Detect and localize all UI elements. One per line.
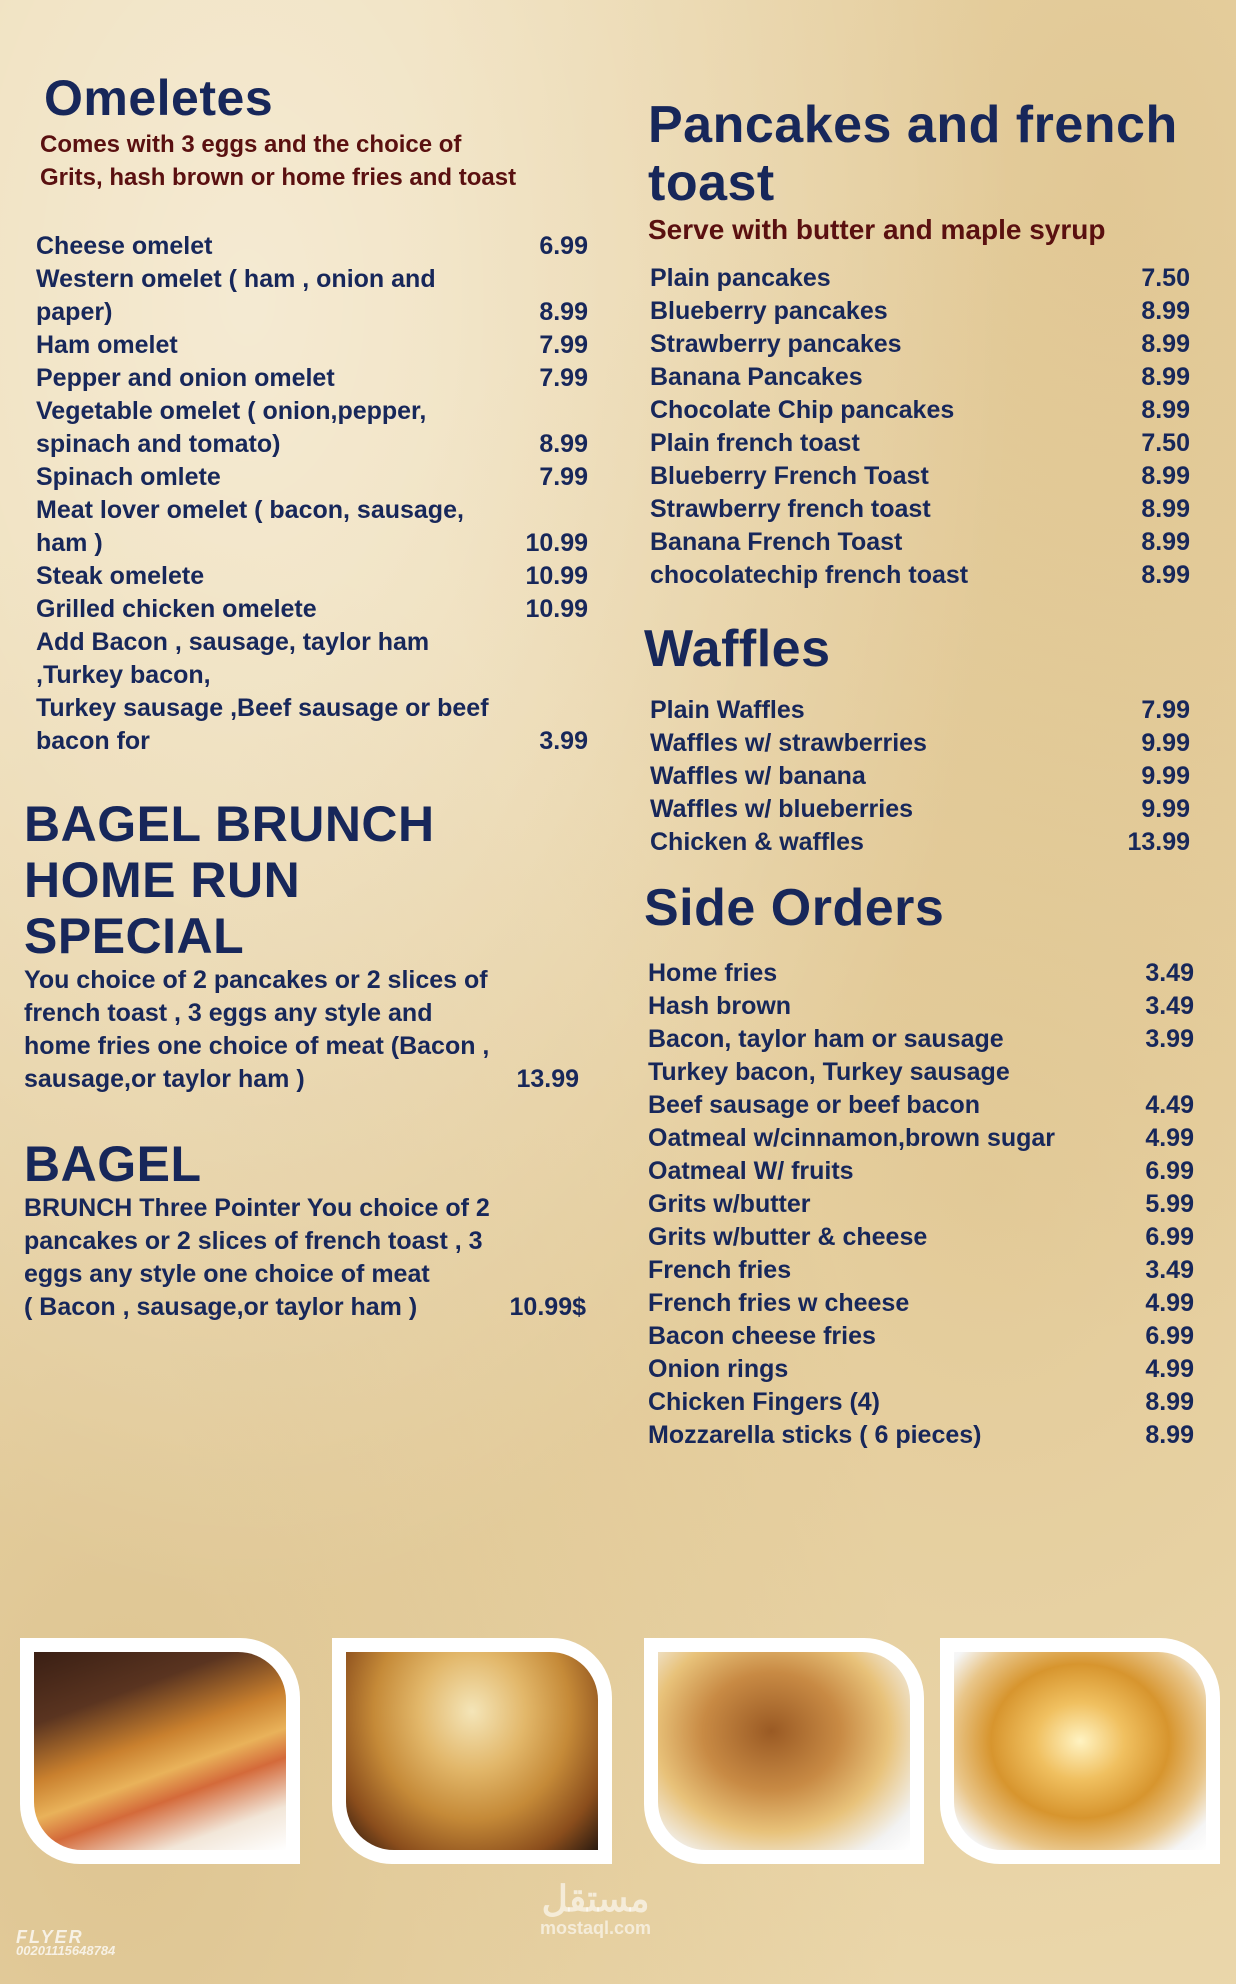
menu-item-price: 3.49 <box>1145 992 1194 1020</box>
menu-item-name <box>36 395 539 461</box>
banana-pancakes-photo <box>332 1638 612 1864</box>
bagel-title: BAGEL <box>24 1136 202 1192</box>
pancakes-subtitle: Serve with butter and maple syrup <box>648 214 1106 245</box>
menu-item-name-line: bacon for <box>36 727 150 755</box>
menu-item-name-line: French fries w cheese <box>648 1289 910 1317</box>
menu-item-name <box>648 1188 1145 1221</box>
menu-item-price: 8.99 <box>539 430 588 458</box>
menu-item-name <box>36 494 525 560</box>
menu-item-name-line: Pepper and onion omelet <box>36 364 335 392</box>
menu-item-name <box>650 295 1141 328</box>
menu-item <box>650 826 1190 859</box>
menu-item-name-line: Vegetable omelet ( onion,pepper, <box>36 397 427 425</box>
menu-item-price: 3.49 <box>1145 959 1194 987</box>
chicken-waffle-photo <box>644 1638 924 1864</box>
menu-item <box>650 559 1190 592</box>
menu-item <box>648 1419 1194 1452</box>
menu-item <box>648 1287 1194 1320</box>
menu-item-name-line: Cheese omelet <box>36 232 213 260</box>
menu-item-name <box>650 493 1141 526</box>
pancakes-title-line: toast <box>648 154 775 212</box>
menu-item <box>36 362 588 395</box>
menu-item <box>36 593 588 626</box>
menu-item-price: 8.99 <box>1141 528 1190 556</box>
menu-item-name-line: Chocolate Chip pancakes <box>650 396 955 424</box>
bagel-brunch-title-line: HOME RUN <box>24 852 301 908</box>
menu-item-price: 13.99 <box>1127 828 1190 856</box>
menu-item <box>650 793 1190 826</box>
menu-item-price: 8.99 <box>1145 1388 1194 1416</box>
description-line: home fries one choice of meat (Bacon , <box>24 1032 490 1060</box>
menu-item-name-line: Oatmeal W/ fruits <box>648 1157 854 1185</box>
menu-item-price: 4.99 <box>1145 1289 1194 1317</box>
menu-item-price: 9.99 <box>1141 729 1190 757</box>
menu-item <box>36 329 588 362</box>
bagel-brunch-price: 13.99 <box>516 1065 579 1093</box>
menu-item <box>36 263 588 329</box>
menu-item <box>36 560 588 593</box>
menu-item-name-line: Waffles w/ banana <box>650 762 866 790</box>
menu-item-name-line: Blueberry pancakes <box>650 297 888 325</box>
menu-item-name-line: Blueberry French Toast <box>650 462 929 490</box>
menu-item-name-line: Bacon cheese fries <box>648 1322 876 1350</box>
menu-item-name-line: Turkey sausage ,Beef sausage or beef <box>36 694 489 722</box>
menu-item <box>650 760 1190 793</box>
menu-item <box>650 361 1190 394</box>
menu-item-name <box>650 394 1141 427</box>
menu-item-name-line: Grits w/butter & cheese <box>648 1223 928 1251</box>
menu-item <box>648 957 1194 990</box>
menu-item-price: 3.99 <box>539 727 588 755</box>
menu-item <box>650 328 1190 361</box>
watermark <box>540 1880 651 1939</box>
menu-item <box>36 395 588 461</box>
sides-title: Side Orders <box>644 879 945 937</box>
menu-item-price: 4.99 <box>1145 1124 1194 1152</box>
menu-item-name-line: Turkey bacon, Turkey sausage <box>648 1058 1010 1086</box>
menu-item-name-line: Plain pancakes <box>650 264 831 292</box>
pancake-list <box>650 262 1190 592</box>
omelets-subtitle <box>40 128 584 194</box>
menu-item-price: 4.49 <box>1145 1091 1194 1119</box>
menu-item <box>648 1155 1194 1188</box>
bagel-section <box>24 1136 584 1324</box>
menu-item-price: 8.99 <box>1141 495 1190 523</box>
menu-item <box>648 1353 1194 1386</box>
menu-item-price: 3.99 <box>1145 1025 1194 1053</box>
side-list <box>648 957 1194 1452</box>
menu-item <box>650 526 1190 559</box>
menu-item-price: 8.99 <box>1141 330 1190 358</box>
menu-item <box>648 1056 1194 1122</box>
description-line: sausage,or taylor ham ) <box>24 1065 305 1093</box>
menu-item <box>648 1254 1194 1287</box>
menu-item-name-line: ham ) <box>36 529 103 557</box>
menu-item <box>648 1122 1194 1155</box>
menu-item-name <box>648 1221 1145 1254</box>
bagel-brunch-section <box>24 796 584 1096</box>
menu-item-name <box>36 230 539 263</box>
menu-item-price: 9.99 <box>1141 795 1190 823</box>
menu-item-price: 6.99 <box>1145 1322 1194 1350</box>
menu-item-name-line: Bacon, taylor ham or sausage <box>648 1025 1004 1053</box>
menu-item-name <box>36 560 525 593</box>
description-line: You choice of 2 pancakes or 2 slices of <box>24 966 488 994</box>
menu-item-price: 6.99 <box>539 232 588 260</box>
bagel-brunch-title-line: BAGEL BRUNCH <box>24 796 435 852</box>
menu-item <box>650 493 1190 526</box>
bagel-brunch-item <box>24 964 579 1096</box>
menu-item-price: 8.99 <box>1141 561 1190 589</box>
menu-item <box>650 295 1190 328</box>
menu-item-name-line: Plain Waffles <box>650 696 805 724</box>
menu-item-name-line: paper) <box>36 298 113 326</box>
menu-item-name <box>36 362 539 395</box>
menu-item-name-line: Grits w/butter <box>648 1190 811 1218</box>
menu-item-name <box>648 990 1145 1023</box>
menu-item-name <box>650 427 1141 460</box>
menu-item-name-line: Plain french toast <box>650 429 860 457</box>
menu-item-price: 7.99 <box>539 331 588 359</box>
menu-item-name <box>36 626 539 758</box>
menu-item-name <box>650 460 1141 493</box>
menu-item-name-line: spinach and tomato) <box>36 430 281 458</box>
menu-item-name-line: Ham omelet <box>36 331 178 359</box>
flyer-credit <box>16 1927 116 1958</box>
bagel-brunch-title-line: SPECIAL <box>24 908 245 964</box>
menu-item-name <box>650 727 1141 760</box>
menu-item-name <box>648 1122 1145 1155</box>
menu-item <box>650 694 1190 727</box>
left-column <box>24 70 588 1324</box>
watermark-arabic: مستقل <box>541 1878 650 1919</box>
bagel-brunch-description <box>24 964 516 1096</box>
menu-item-name <box>650 559 1141 592</box>
menu-item-price: 10.99 <box>525 529 588 557</box>
menu-item-name <box>650 694 1141 727</box>
menu-item-name <box>648 1287 1145 1320</box>
menu-item-name-line: Strawberry french toast <box>650 495 931 523</box>
description-line: BRUNCH Three Pointer You choice of 2 <box>24 1194 490 1222</box>
menu-item-name <box>648 1254 1145 1287</box>
menu-item-price: 3.49 <box>1145 1256 1194 1284</box>
bagel-description <box>24 1192 510 1324</box>
menu-item-price: 5.99 <box>1145 1190 1194 1218</box>
menu-item-price: 8.99 <box>1141 363 1190 391</box>
menu-item-name-line: ,Turkey bacon, <box>36 661 211 689</box>
menu-item-name <box>36 329 539 362</box>
menu-item-price: 7.50 <box>1141 429 1190 457</box>
menu-item-price: 7.50 <box>1141 264 1190 292</box>
menu-item-price: 8.99 <box>1145 1421 1194 1449</box>
waffles-syrup-photo <box>940 1638 1220 1864</box>
menu-item-name-line: Strawberry pancakes <box>650 330 902 358</box>
menu-item-name <box>650 361 1141 394</box>
menu-item-name-line: Onion rings <box>648 1355 789 1383</box>
omelets-subtitle-line: Comes with 3 eggs and the choice of <box>40 131 462 158</box>
menu-item-name-line: Chicken & waffles <box>650 828 864 856</box>
description-line: eggs any style one choice of meat <box>24 1260 430 1288</box>
menu-item-price: 10.99 <box>525 562 588 590</box>
menu-item-name-line: Home fries <box>648 959 778 987</box>
menu-item-name <box>650 328 1141 361</box>
french-toast-photo <box>20 1638 300 1864</box>
food-photos <box>20 1638 1220 1864</box>
menu-item <box>36 494 588 560</box>
pancakes-title <box>648 96 1192 212</box>
menu-item-name-line: Meat lover omelet ( bacon, sausage, <box>36 496 464 524</box>
description-line: french toast , 3 eggs any style and <box>24 999 433 1027</box>
menu-item <box>650 262 1190 295</box>
menu-item <box>650 460 1190 493</box>
menu-item <box>36 626 588 758</box>
menu-item-name <box>648 1419 1145 1452</box>
menu-item <box>648 1221 1194 1254</box>
menu-item-name <box>648 1353 1145 1386</box>
menu-item-name-line: Steak omelete <box>36 562 205 590</box>
menu-item-name <box>650 793 1141 826</box>
menu-item-price: 4.99 <box>1145 1355 1194 1383</box>
menu-item-price: 7.99 <box>1141 696 1190 724</box>
menu-item-price: 7.99 <box>539 463 588 491</box>
menu-item-name <box>648 1023 1145 1056</box>
menu-item <box>648 1386 1194 1419</box>
menu-item-name <box>648 1386 1145 1419</box>
omelet-list <box>36 230 588 758</box>
menu-item-name-line: Waffles w/ strawberries <box>650 729 927 757</box>
menu-item-price: 8.99 <box>1141 462 1190 490</box>
menu-item-price: 9.99 <box>1141 762 1190 790</box>
menu-item-name <box>650 826 1127 859</box>
menu-item-name-line: Chicken Fingers (4) <box>648 1388 880 1416</box>
menu-item-name <box>648 1320 1145 1353</box>
menu-item-name <box>36 263 539 329</box>
waffle-list <box>650 694 1190 859</box>
menu-item-name-line: Waffles w/ blueberries <box>650 795 914 823</box>
flyer-brand: FLYER <box>16 1927 84 1947</box>
watermark-latin: mostaql.com <box>540 1918 652 1938</box>
menu-item-name-line: Add Bacon , sausage, taylor ham <box>36 628 430 656</box>
menu-item-price: 8.99 <box>1141 297 1190 325</box>
menu-item <box>648 1320 1194 1353</box>
menu-item-price: 6.99 <box>1145 1157 1194 1185</box>
menu-item <box>650 394 1190 427</box>
menu-item <box>650 427 1190 460</box>
menu-item-name <box>648 957 1145 990</box>
menu-item-name-line: Beef sausage or beef bacon <box>648 1091 981 1119</box>
menu-item-name-line: Spinach omlete <box>36 463 221 491</box>
menu-item-name <box>650 526 1141 559</box>
menu-item-name-line: Banana Pancakes <box>650 363 863 391</box>
pancakes-title-line: Pancakes and french <box>648 96 1178 154</box>
waffles-title: Waffles <box>644 620 831 678</box>
menu-item-price: 10.99 <box>525 595 588 623</box>
bagel-price: 10.99$ <box>509 1293 586 1321</box>
menu-item <box>36 230 588 263</box>
menu-item-name <box>650 262 1141 295</box>
menu-item <box>648 1188 1194 1221</box>
menu-item <box>648 1023 1194 1056</box>
menu-item-name <box>648 1155 1145 1188</box>
menu-item-name-line: Banana French Toast <box>650 528 903 556</box>
menu-item-name-line: French fries <box>648 1256 792 1284</box>
menu-item <box>36 461 588 494</box>
bagel-item <box>24 1192 586 1324</box>
omelets-title: Omeletes <box>44 70 274 126</box>
bagel-brunch-title <box>24 796 584 964</box>
menu-item-name <box>648 1056 1145 1122</box>
description-line: ( Bacon , sausage,or taylor ham ) <box>24 1293 418 1321</box>
menu-item <box>648 990 1194 1023</box>
menu-item-name-line: Hash brown <box>648 992 792 1020</box>
menu-item-name-line: Grilled chicken omelete <box>36 595 317 623</box>
menu-item-name-line: chocolatechip french toast <box>650 561 969 589</box>
menu-item-price: 7.99 <box>539 364 588 392</box>
menu-item <box>650 727 1190 760</box>
menu-item-name-line: Mozzarella sticks ( 6 pieces) <box>648 1421 982 1449</box>
flyer-phone: 00201115648784 <box>16 1943 116 1958</box>
description-line: pancakes or 2 slices of french toast , 3 <box>24 1227 483 1255</box>
menu-item-name <box>36 593 525 626</box>
menu-item-price: 8.99 <box>1141 396 1190 424</box>
omelets-subtitle-line: Grits, hash brown or home fries and toast <box>40 164 517 191</box>
menu-item-name-line: Western omelet ( ham , onion and <box>36 265 436 293</box>
menu-item-name-line: Oatmeal w/cinnamon,brown sugar <box>648 1124 1056 1152</box>
menu-item-name <box>36 461 539 494</box>
menu-item-price: 8.99 <box>539 298 588 326</box>
right-column <box>644 96 1192 1452</box>
menu-item-name <box>650 760 1141 793</box>
menu-item-price: 6.99 <box>1145 1223 1194 1251</box>
